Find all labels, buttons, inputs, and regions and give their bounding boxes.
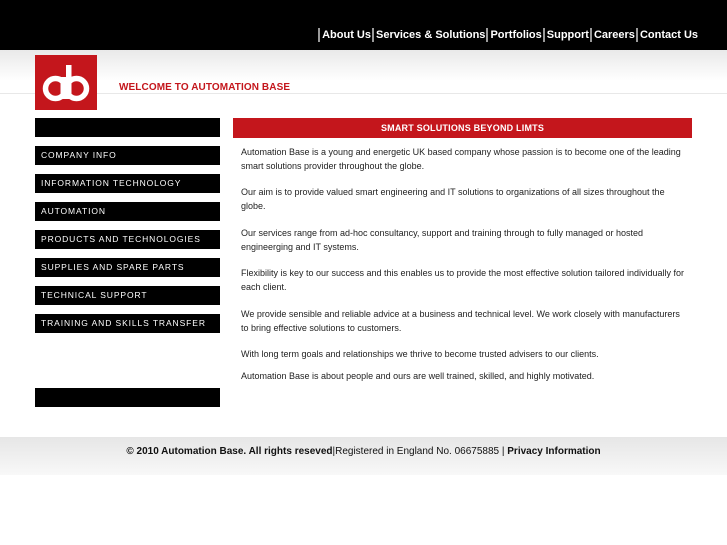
nav-services-solutions[interactable]: Services & Solutions — [376, 29, 486, 41]
nav-separator — [543, 28, 545, 42]
flexibility-paragraph: Flexibility is key to our success and this enables us to provide the most effective solution tailored individually for each client. — [241, 268, 685, 292]
nav-separator — [636, 28, 638, 42]
automation-base-logo[interactable] — [35, 55, 97, 110]
sidebar-item-automation[interactable]: AUTOMATION — [35, 202, 220, 221]
sidebar-item-information-technology[interactable]: INFORMATION TECHNOLOGY — [35, 174, 220, 193]
intro-paragraph: Automation Base is a young and energetic UK based company whose passion is to become one of the leading smart solutions provider throughout the globe. — [241, 147, 681, 171]
footer-text — [0, 446, 727, 457]
content-banner: SMART SOLUTIONS BEYOND LIMTS — [233, 118, 692, 138]
top-nav-bar — [0, 0, 727, 50]
nav-separator — [318, 28, 320, 42]
people-paragraph: Automation Base is about people and ours are well trained, skilled, and highly motivated. — [241, 371, 595, 381]
sidebar-footer-bar — [35, 388, 220, 407]
nav-support[interactable]: Support — [546, 29, 589, 41]
nav-separator — [486, 28, 488, 42]
header-divider — [0, 93, 727, 94]
sidebar-item-training-skills-transfer[interactable]: TRAINING AND SKILLS TRANSFER — [35, 314, 220, 333]
footer-registration: |Registered in England No. 06675885 | — [332, 446, 505, 457]
nav-separator — [372, 28, 374, 42]
main-nav — [317, 27, 698, 43]
nav-contact-us[interactable]: Contact Us — [639, 29, 698, 41]
sidebar-item-products-technologies[interactable]: PRODUCTS AND TECHNOLOGIES — [35, 230, 220, 249]
nav-about-us[interactable]: About Us — [322, 29, 371, 41]
nav-separator — [590, 28, 592, 42]
sidebar-item-supplies-spare-parts[interactable]: SUPPLIES AND SPARE PARTS — [35, 258, 220, 277]
sidebar-item-technical-support[interactable]: TECHNICAL SUPPORT — [35, 286, 220, 305]
nav-portfolios[interactable]: Portfolios — [490, 29, 542, 41]
header-band — [0, 50, 727, 94]
welcome-heading: WELCOME TO AUTOMATION BASE — [119, 82, 291, 93]
nav-careers[interactable]: Careers — [593, 29, 635, 41]
aim-paragraph: Our aim is to provide valued smart engineering and IT solutions to organizations of all sizes throughout the globe. — [241, 187, 665, 211]
advice-paragraph: We provide sensible and reliable advice at a business and technical level. We work closely with manufacturers to bring effective solutions to customers. — [241, 309, 680, 333]
sidebar-header-bar — [35, 118, 220, 137]
goals-paragraph: With long term goals and relationships we thrive to become trusted advisers to our clients. — [241, 349, 599, 359]
services-paragraph: Our services range from ad-hoc consultancy, support and training through to fully managed or hosted engineerging and IT systems. — [241, 228, 644, 252]
sidebar-item-company-info[interactable]: COMPANY INFO — [35, 146, 220, 165]
privacy-information-link[interactable]: Privacy Information — [507, 446, 601, 457]
ab-logo-mark-icon — [35, 55, 97, 110]
footer-copyright: © 2010 Automation Base. All rights reseved — [126, 446, 333, 457]
